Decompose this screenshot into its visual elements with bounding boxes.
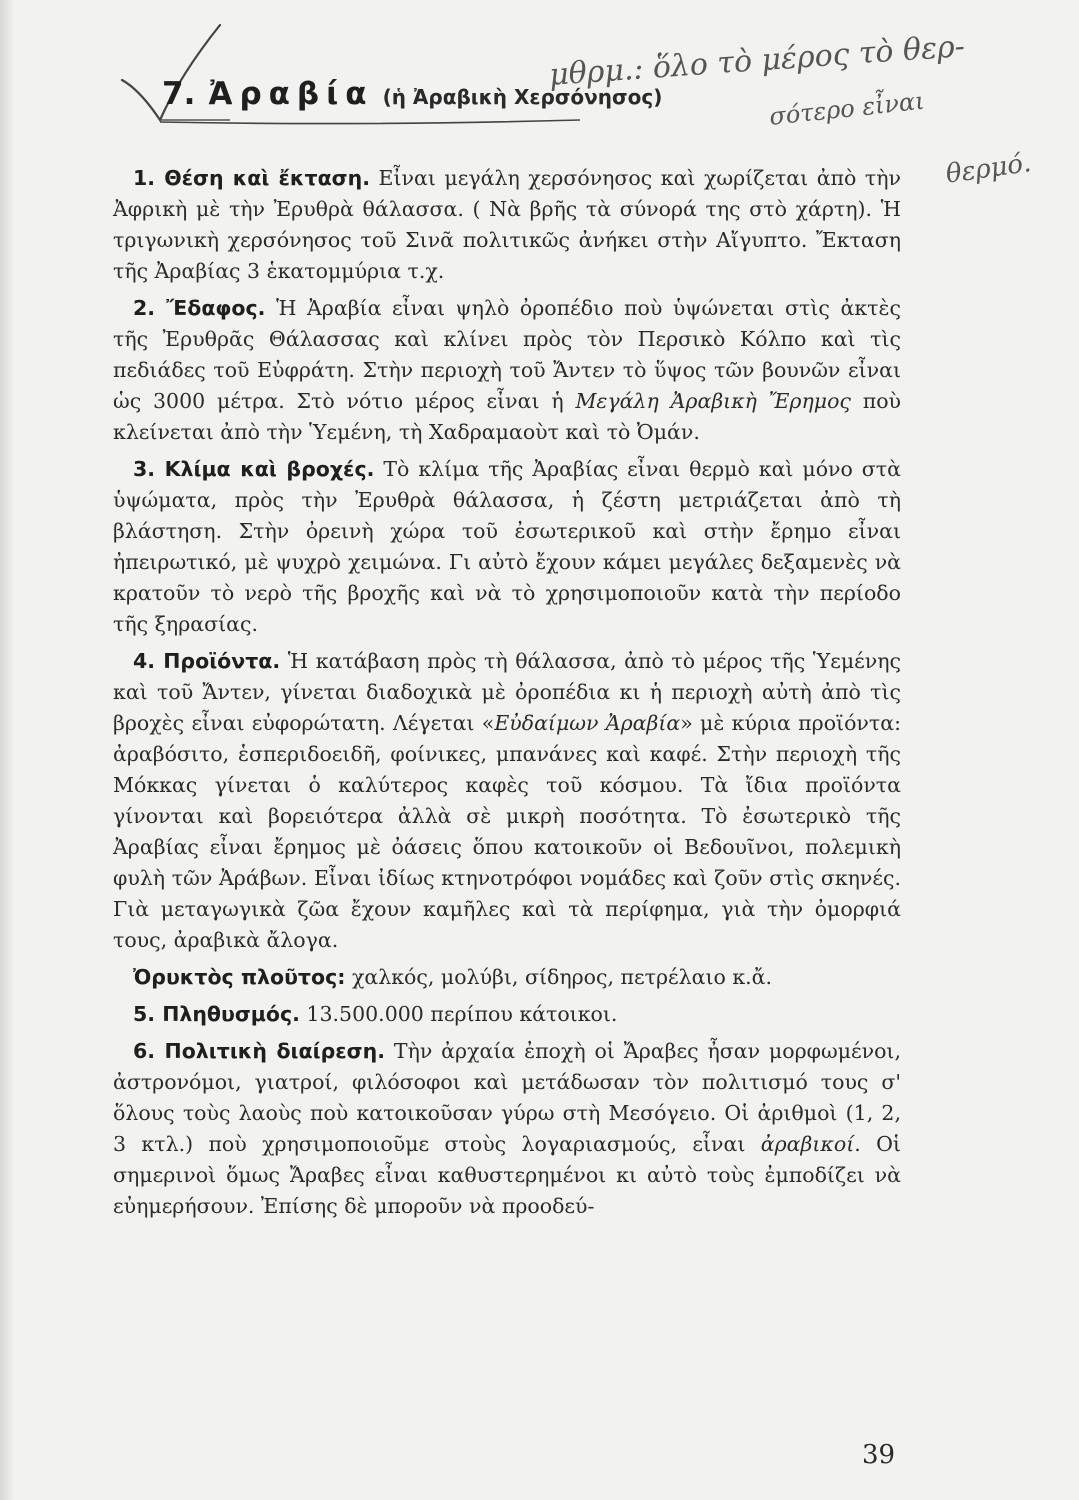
section-label: 5. Πληθυσμός. — [133, 1002, 300, 1026]
chapter-number: 7. — [162, 76, 196, 112]
section-paragraph — [113, 293, 901, 448]
section-label: 3. Κλίμα καὶ βροχές. — [133, 457, 375, 481]
section-text: ποὺ κλείνεται ἀπὸ τὴν Ὑεμένη, τὴ Χαδραμαοὺτ καὶ τὸ Ὀμάν. — [113, 389, 902, 444]
section-text: Ἡ κατάβαση πρὸς τὴ θάλασσα, ἀπὸ τὸ μέρος τῆς Ὑεμένης καὶ τοῦ Ἄντεν, γίνεται διαδοχικὰ μὲ ὀροπέδια κι ἡ περιοχὴ αὐτὴ ἀπὸ τὶς βροχὲς εἶναι εὐφορώτατη. Λέγεται « — [113, 649, 901, 735]
handwritten-underline — [160, 118, 580, 128]
chapter-subtitle: (ἡ Ἀραβικὴ Χερσόνησος) — [382, 85, 663, 109]
section-label: 4. Προϊόντα. — [133, 649, 281, 673]
section-paragraph — [113, 1036, 901, 1222]
section-text: χαλκός, μολύβι, σίδηρος, πετρέλαιο κ.ἄ. — [351, 965, 773, 989]
section-text: Ἡ Ἀραβία εἶναι ψηλὸ ὀροπέδιο ποὺ ὑψώνεται στὶς ἀκτὲς τῆς Ἐρυθρᾶς Θάλασσας καὶ κλίνει πρὸς τὸν Περσικὸ Κόλπο καὶ τὶς πεδιάδες τοῦ Εὐφράτη. Στὴν περιοχὴ τοῦ Ἄντεν τὸ ὕψος τῶν βουνῶν εἶναι ὡς 3000 μέτρα. Στὸ νότιο μέρος εἶναι ἡ — [113, 296, 901, 413]
section-italic-text: ἀραβικοί — [760, 1132, 855, 1156]
document-body — [113, 163, 901, 1228]
handwritten-note-line2: σότερο εἶναι — [768, 86, 926, 131]
section-text: » μὲ κύρια προϊόντα: ἀραβόσιτο, ἑσπεριδοειδῆ, φοίνικες, μπανάνες καὶ καφέ. Στὴν περιοχὴ τῆς Μόκκας γίνεται ὁ καλύτερος καφὲς τοῦ κόσμου. Τὰ ἴδια προϊόντα γίνονται καὶ βορειότερα ἀλλὰ σὲ μικρὴ ποσότητα. Τὸ ἐσωτερικὸ τῆς Ἀραβίας εἶναι ἔρημος μὲ ὀάσεις ὅπου κατοικοῦν οἱ Βεδουῖνοι, πολεμικὴ φυλὴ τῶν Ἀράβων. Εἶναι ἰδίως κτηνοτρόφοι νομάδες καὶ ζοῦν στὶς σκηνές. Γιὰ μεταγωγικὰ ζῶα ἔχουν καμῆλες καὶ τὰ περίφημα, γιὰ τὴν ὀμορφιά τους, ἀραβικὰ ἄλογα. — [113, 711, 901, 952]
chapter-title: Ἀραβία — [208, 76, 374, 112]
section-paragraph — [113, 163, 901, 287]
section-paragraph — [113, 999, 901, 1030]
handwritten-note-line3: θερμό. — [944, 148, 1034, 190]
handwritten-check-icon — [120, 20, 230, 130]
section-paragraph — [113, 646, 901, 956]
page-number: 39 — [862, 1440, 896, 1470]
section-italic-text: Μεγάλη Ἀραβικὴ Ἔρημος — [575, 389, 851, 413]
section-text: Τὸ κλίμα τῆς Ἀραβίας εἶναι θερμὸ καὶ μόνο στὰ ὑψώματα, πρὸς τὴν Ἐρυθρὰ θάλασσα, ἡ ζέστη μετριάζεται ἀπὸ τὴ βλάστηση. Στὴν ὀρεινὴ χώρα τοῦ ἐσωτερικοῦ καὶ στὴν ἔρημο εἶναι ἠπειρωτικό, μὲ ψυχρὸ χειμώνα. Γι αὐτὸ ἔχουν κάμει μεγάλες δεξαμενὲς νὰ κρατοῦν τὸ νερὸ τῆς βροχῆς καὶ νὰ τὸ χρησιμοποιοῦν κατὰ τὴν περίοδο τῆς ξηρασίας. — [113, 457, 901, 636]
handwritten-note-line1: μθρμ.: ὅλο τὸ μέρος τὸ θερ- — [548, 28, 966, 93]
section-label: 2. Ἔδαφος. — [133, 296, 266, 320]
section-italic-text: Εὐδαίμων Ἀραβία — [494, 711, 681, 735]
page-binding-edge — [0, 0, 14, 1500]
section-text: Τὴν ἀρχαία ἐποχὴ οἱ Ἄραβες ἦσαν μορφωμένοι, ἀστρονόμοι, γιατροί, φιλόσοφοι καὶ μετάδωσαν τὸν πολιτισμό τους σ' ὅλους τοὺς λαοὺς ποὺ κατοικοῦσαν γύρω στὴ Μεσόγειο. Οἱ ἀριθμοὶ (1, 2, 3 κτλ.) ποὺ χρησιμοποιοῦμε στοὺς λογαριασμούς, εἶναι — [113, 1039, 901, 1156]
section-label: 1. Θέση καὶ ἔκταση. — [133, 166, 371, 190]
section-paragraph — [113, 454, 901, 640]
section-label: 6. Πολιτικὴ διαίρεση. — [133, 1039, 386, 1063]
section-label: Ὀρυκτὸς πλοῦτος: — [133, 965, 346, 989]
section-text: 13.500.000 περίπου κάτοικοι. — [306, 1002, 618, 1026]
section-paragraph — [113, 962, 901, 993]
section-text: . Οἱ σημερινοὶ ὅμως Ἄραβες εἶναι καθυστερημένοι κι αὐτὸ τοὺς ἐμποδίζει νὰ εὐημερήσουν. Ἐπίσης δὲ μποροῦν νὰ προοδεύ- — [113, 1132, 901, 1218]
section-text: Εἶναι μεγάλη χερσόνησος καὶ χωρίζεται ἀπὸ τὴν Ἀφρικὴ μὲ τὴν Ἐρυθρὰ θάλασσα. ( Νὰ βρῆς τὰ σύνορά της στὸ χάρτη). Ἡ τριγωνικὴ χερσόνησος τοῦ Σινᾶ πολιτικῶς ἀνήκει στὴν Αἴγυπτο. Ἔκταση τῆς Ἀραβίας 3 ἑκατομμύρια τ.χ. — [113, 166, 901, 283]
